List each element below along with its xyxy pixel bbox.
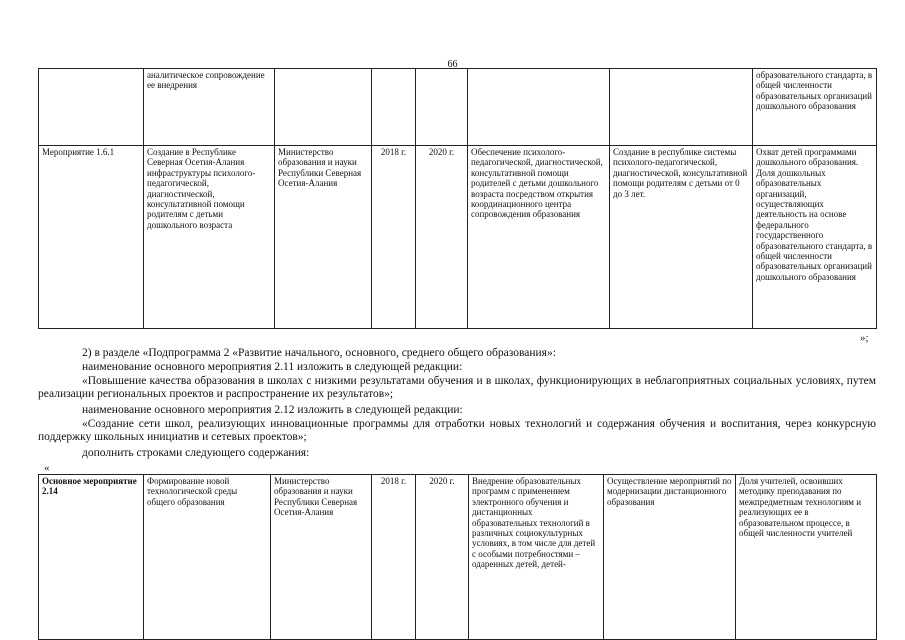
table-cell: 2020 г. [416,475,469,640]
measures-table-bottom [38,474,877,640]
amendment-paragraph: 2) в разделе «Подпрограмма 2 «Развитие начального, основного, среднего общего образования»: [82,347,556,359]
table-cell: Основное мероприятие 2.14 [39,475,144,640]
page-number: 66 [447,59,458,70]
table-cell [372,69,416,146]
table-cell: Охват детей программами дошкольного образования. Доля дошкольных образовательных организаций, осуществляющих деятельность на основе федерального государственного образовательного стандарта, в общей численности образовательных организаций дошкольного образования [753,146,877,329]
table-cell: образовательного стандарта, в общей численности образовательных организаций дошкольного образования [753,69,877,146]
table-cell: Создание в Республике Северная Осетия-Алания инфраструктуры психолого-педагогической, диагностической, консультативной помощи родителям с детьми дошкольного возраста [144,146,275,329]
table-cell [275,69,372,146]
table-cell: Формирование новой технологической среды общего образования [144,475,271,640]
table-cell: Осуществление мероприятий по модернизации дистанционного образования [604,475,736,640]
table-cell [610,69,753,146]
closing-quote-mark: »; [860,332,869,344]
table-row [39,69,877,146]
table-row [39,146,877,329]
table-cell: Обеспечение психолого-педагогической, диагностической, консультативной помощи родителей с детьми дошкольного возраста посредством открытия координационного центра сопровождения образования [468,146,610,329]
amendment-paragraph: дополнить строками следующего содержания: [82,447,310,459]
table-cell: Создание в республике системы психолого-педагогической, диагностической, консультативной помощи родителям с детьми от 0 до 3 лет. [610,146,753,329]
table-cell: Доля учителей, освоивших методику преподавания по межпредметным технологиям и реализующих ее в образовательном процессе, в общей численности учителей [736,475,877,640]
table-cell [416,69,468,146]
table-cell: Министерство образования и науки Республики Северная Осетия-Алания [275,146,372,329]
table-cell: 2018 г. [372,146,416,329]
table-cell: Внедрение образовательных программ с применением электронного обучения и дистанционных образовательных технологий в различных социокультурных условиях, в том числе для детей с особыми потребностями – одаренных детей, детей- [469,475,604,640]
table-cell: Мероприятие 1.6.1 [39,146,144,329]
opening-quote-mark: « [44,462,50,474]
table-cell [39,69,144,146]
amendment-paragraph: «Создание сети школ, реализующих инновационные программы для отработки новых технологий и содержания обучения и воспитания, через конкурсную поддержку школьных инициатив и сетевых проектов»; [38,418,876,443]
amendment-paragraph: наименование основного мероприятия 2.12 изложить в следующей редакции: [82,404,463,416]
table-cell: 2018 г. [372,475,416,640]
table-row [39,475,877,640]
amendment-paragraph: «Повышение качества образования в школах с низкими результатами обучения и в школах, функционирующих в неблагоприятных социальных условиях, путем реализации региональных проектов и распространение их результатов»; [38,375,876,400]
amendment-paragraph: наименование основного мероприятия 2.11 изложить в следующей редакции: [82,361,463,373]
table-cell [468,69,610,146]
table-cell: 2020 г. [416,146,468,329]
table-cell: Министерство образования и науки Республики Северная Осетия-Алания [271,475,372,640]
measures-table-top [38,68,877,329]
table-cell: аналитическое сопровождение ее внедрения [144,69,275,146]
